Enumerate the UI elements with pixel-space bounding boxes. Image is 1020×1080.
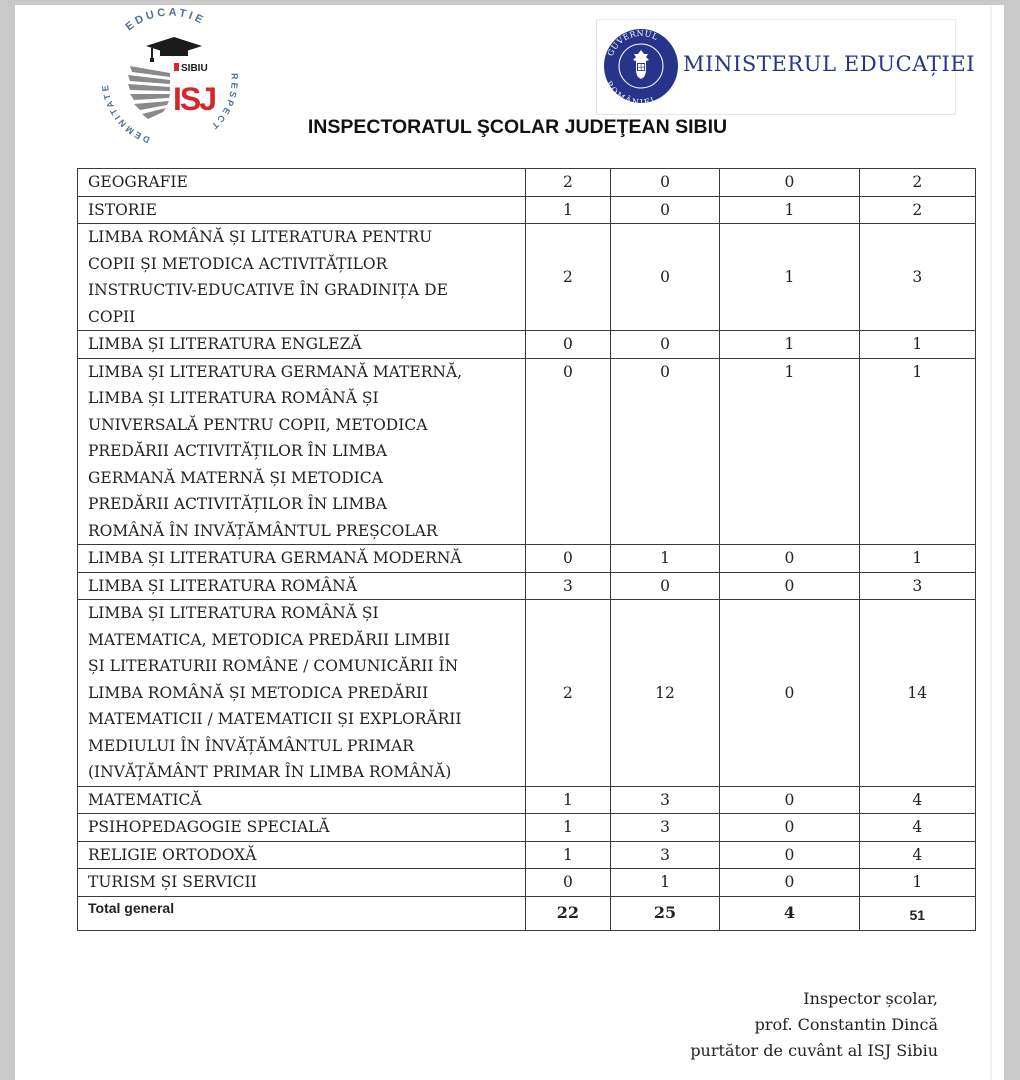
subject-line: COPII ȘI METODICA ACTIVITĂȚILOR (88, 254, 388, 273)
value-cell: 1 (610, 869, 720, 897)
value-cell: 12 (610, 600, 720, 787)
ministry-name: MINISTERUL EDUCAȚIEI (683, 52, 976, 76)
subject-cell (78, 841, 526, 869)
value-cell: 1 (859, 358, 975, 545)
subject-line: LIMBA ȘI LITERATURA ROMÂNĂ (88, 576, 357, 595)
document-title: INSPECTORATUL ŞCOLAR JUDEŢEAN SIBIU (307, 116, 728, 138)
ministry-logo (596, 19, 976, 115)
value-cell: 0 (610, 196, 720, 224)
value-cell: 3 (610, 786, 720, 814)
total-label: Total general (78, 896, 526, 930)
value-cell: 0 (526, 358, 611, 545)
subject-line: LIMBA ROMÂNĂ ȘI LITERATURA PENTRU (88, 228, 433, 246)
value-cell: 0 (610, 358, 720, 545)
table-row (78, 814, 976, 842)
total-value-cell: 25 (610, 896, 720, 930)
value-cell: 1 (859, 869, 975, 897)
total-value-cell: 4 (720, 896, 859, 930)
vacancies-table (77, 168, 976, 931)
value-cell: 3 (526, 572, 611, 600)
table-row (78, 869, 976, 897)
value-cell: 3 (610, 841, 720, 869)
subject-line: PREDĂRII ACTIVITĂȚILOR ÎN LIMBA (88, 442, 387, 460)
table-row (78, 358, 976, 545)
value-cell: 1 (720, 224, 859, 331)
subject-cell (78, 600, 526, 787)
value-cell: 2 (859, 169, 975, 197)
subject-line: UNIVERSALĂ PENTRU COPII, METODICA (88, 415, 428, 434)
value-cell: 14 (859, 600, 975, 787)
subject-cell (78, 814, 526, 842)
value-cell: 1 (610, 545, 720, 573)
value-cell: 0 (610, 572, 720, 600)
subject-line: ISTORIE (88, 200, 157, 219)
value-cell: 0 (720, 814, 859, 842)
value-cell: 1 (720, 358, 859, 545)
value-cell: 4 (859, 786, 975, 814)
total-value-cell: 22 (526, 896, 611, 930)
value-cell: 1 (526, 786, 611, 814)
value-cell: 2 (859, 196, 975, 224)
value-cell: 1 (526, 196, 611, 224)
subject-cell (78, 196, 526, 224)
value-cell: 3 (610, 814, 720, 842)
table-row (78, 572, 976, 600)
subject-line: MATEMATICII / MATEMATICII ȘI EXPLORĂRII (88, 710, 462, 728)
signature-name: prof. Constantin Dincă (754, 1015, 938, 1034)
subject-line: GERMANĂ MATERNĂ ȘI METODICA (88, 468, 383, 487)
subject-cell (78, 869, 526, 897)
table-row (78, 841, 976, 869)
value-cell: 0 (720, 600, 859, 787)
total-row (78, 896, 976, 930)
value-cell: 0 (720, 169, 859, 197)
table-row (78, 169, 976, 197)
value-cell: 0 (720, 841, 859, 869)
logo-city-text: SIBIU (181, 63, 208, 74)
subject-line: GEOGRAFIE (88, 173, 188, 191)
signature-position: purtător de cuvânt al ISJ Sibiu (690, 1041, 938, 1060)
subject-line: ROMÂNĂ ÎN INVĂȚĂMÂNTUL PREȘCOLAR (88, 521, 438, 540)
subject-line: (INVĂȚĂMÂNT PRIMAR ÎN LIMBA ROMÂNĂ) (88, 763, 452, 781)
total-value-cell: 51 (859, 896, 975, 930)
subject-line: LIMBA ȘI LITERATURA GERMANĂ MATERNĂ, (88, 362, 463, 381)
value-cell: 1 (720, 196, 859, 224)
subject-cell (78, 224, 526, 331)
subject-cell (78, 169, 526, 197)
logo-ring-text-left: DEMNITATE (99, 82, 152, 146)
subject-line: PREDĂRII ACTIVITĂȚILOR ÎN LIMBA (88, 495, 387, 513)
value-cell: 0 (720, 545, 859, 573)
subject-line: TURISM ȘI SERVICII (88, 873, 257, 891)
isj-badge (173, 63, 215, 117)
value-cell: 3 (859, 224, 975, 331)
value-cell: 0 (526, 545, 611, 573)
subject-line: MATEMATICĂ (88, 790, 202, 809)
logo-letters-text: ISJ (173, 81, 216, 117)
subject-line: INSTRUCTIV-EDUCATIVE ÎN GRADINIȚA DE (88, 281, 448, 299)
value-cell: 2 (526, 224, 611, 331)
subject-line: COPII (88, 307, 136, 326)
value-cell: 0 (526, 869, 611, 897)
subject-cell (78, 572, 526, 600)
subject-line: MATEMATICA, METODICA PREDĂRII LIMBII (88, 630, 451, 649)
subject-line: LIMBA ȘI LITERATURA ROMÂNĂ ȘI (88, 604, 379, 622)
value-cell: 2 (526, 600, 611, 787)
wing-icon (128, 66, 170, 119)
seal-text-top: GUVERNUL (605, 28, 660, 58)
table-row (78, 196, 976, 224)
subject-cell (78, 786, 526, 814)
value-cell: 0 (610, 331, 720, 359)
value-cell: 1 (526, 814, 611, 842)
value-cell: 1 (859, 545, 975, 573)
signature-role: Inspector școlar, (803, 989, 938, 1008)
value-cell: 0 (720, 572, 859, 600)
table-row (78, 600, 976, 787)
value-cell: 0 (720, 869, 859, 897)
value-cell: 4 (859, 814, 975, 842)
seal-text-bottom: ROMÂNIEI (604, 79, 656, 104)
subject-cell (78, 331, 526, 359)
logo-ring-text-right: RESPECT (207, 73, 240, 133)
table-row (78, 224, 976, 331)
graduation-cap-icon (146, 37, 202, 62)
subject-line: LIMBA ȘI LITERATURA ROMÂNĂ ȘI (88, 389, 379, 407)
value-cell: 0 (720, 786, 859, 814)
value-cell: 0 (526, 331, 611, 359)
value-cell: 2 (526, 169, 611, 197)
page-edge (990, 5, 992, 1080)
romanian-government-seal-icon (603, 28, 679, 104)
subject-cell (78, 358, 526, 545)
subject-line: MEDIULUI ÎN ÎNVĂȚĂMÂNTUL PRIMAR (88, 736, 414, 755)
subject-cell (78, 545, 526, 573)
subject-line: LIMBA ȘI LITERATURA GERMANĂ MODERNĂ (88, 549, 462, 567)
logo-ring-text-top: EDUCATIE (123, 6, 208, 34)
value-cell: 0 (610, 224, 720, 331)
subject-line: ȘI LITERATURII ROMÂNE / COMUNICĂRII ÎN (88, 657, 459, 675)
value-cell: 1 (720, 331, 859, 359)
table-row (78, 786, 976, 814)
table-row (78, 545, 976, 573)
subject-line: PSIHOPEDAGOGIE SPECIALĂ (88, 818, 330, 836)
value-cell: 1 (859, 331, 975, 359)
value-cell: 0 (610, 169, 720, 197)
value-cell: 4 (859, 841, 975, 869)
table-row (78, 331, 976, 359)
subject-line: RELIGIE ORTODOXĂ (88, 845, 257, 864)
subject-line: LIMBA ȘI LITERATURA ENGLEZĂ (88, 335, 362, 353)
value-cell: 3 (859, 572, 975, 600)
value-cell: 1 (526, 841, 611, 869)
subject-line: LIMBA ROMÂNĂ ȘI METODICA PREDĂRII (88, 683, 429, 702)
svg-text:EDUCATIE (124, 6, 208, 33)
signature-block (690, 986, 938, 1064)
